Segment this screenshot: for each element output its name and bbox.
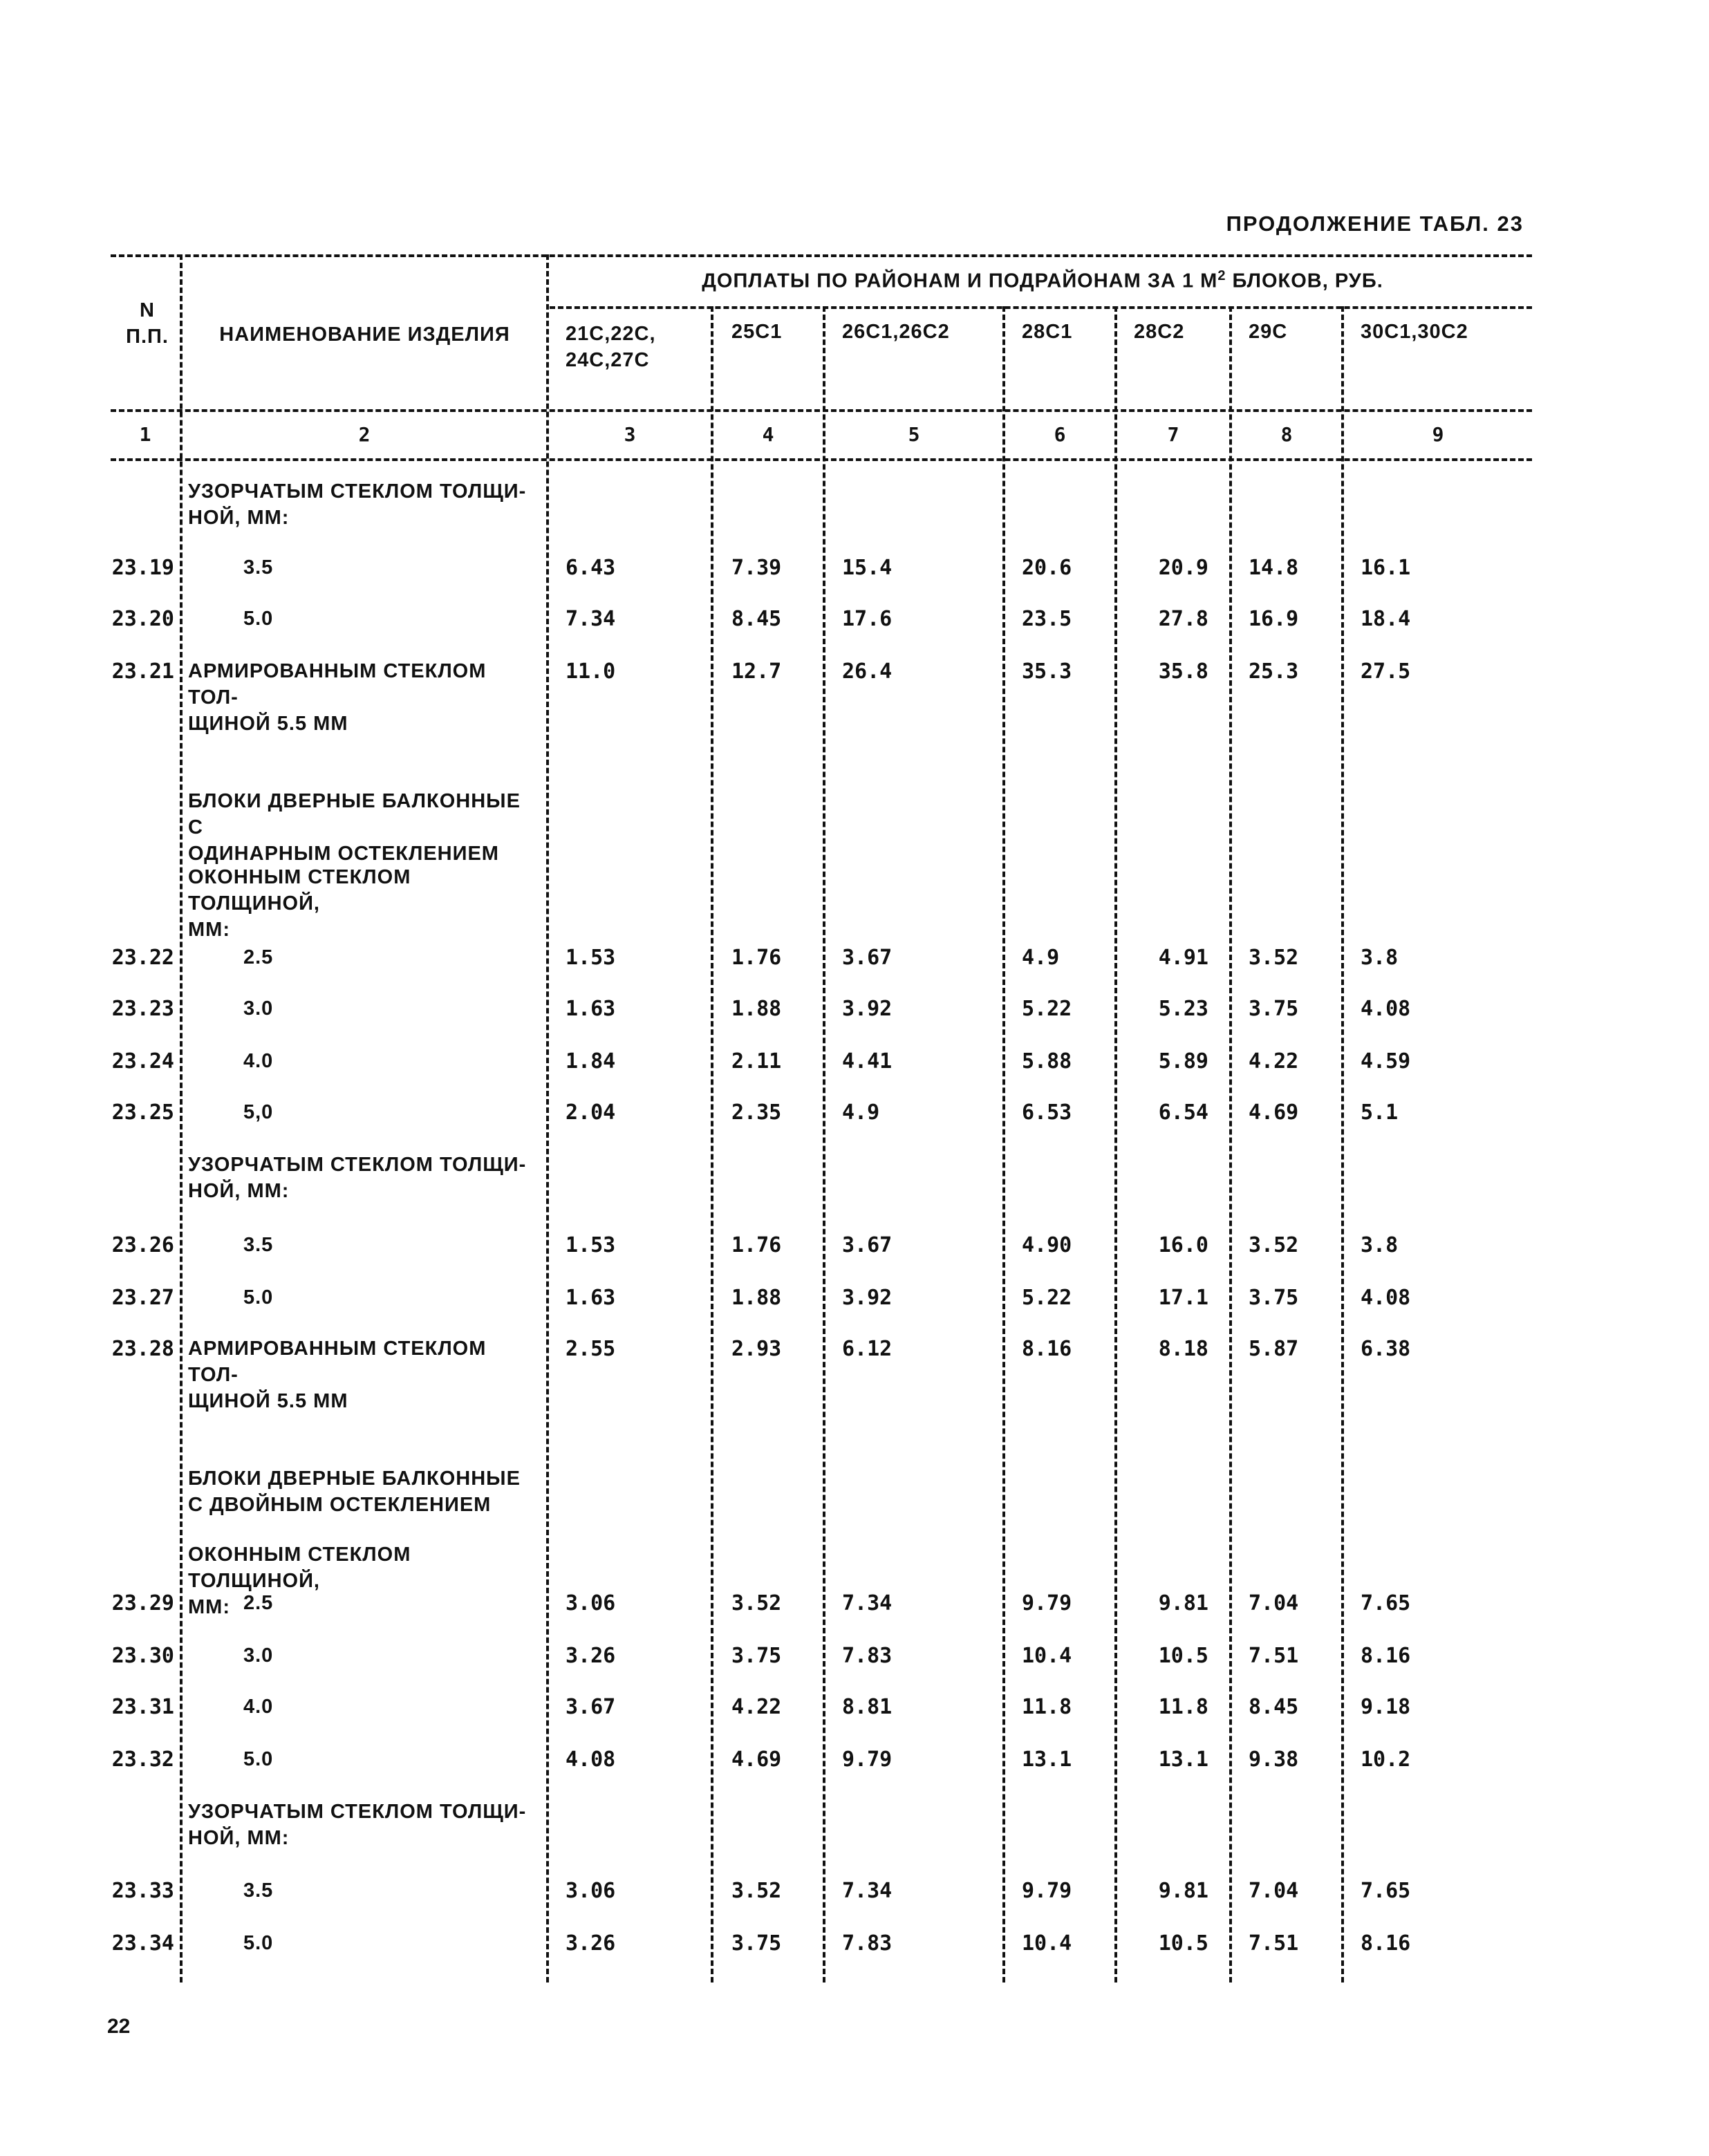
table-cell: 3.52 [731,1879,782,1903]
table-cell: 20.9 [1158,556,1208,580]
table-cell: 3.75 [731,1644,782,1668]
row-number: 23.33 [111,1879,174,1903]
table-cell: 5.23 [1158,997,1208,1021]
table-cell: 4.91 [1158,946,1208,970]
colnum-6: 6 [1054,423,1066,446]
header-group-sup: 2 [1217,268,1226,283]
row-number: 23.34 [111,1931,174,1956]
table-cell: 4.59 [1361,1049,1411,1074]
table-cell: 5.1 [1361,1100,1399,1125]
table-cell: 35.8 [1158,659,1208,684]
header-col-3: 21С,22С, 24С,27С [566,323,656,371]
row-number: 23.27 [111,1286,174,1310]
table-cell: 1.76 [731,946,782,970]
table-cell: 11.8 [1022,1695,1072,1719]
table-cell: 7.34 [566,607,616,631]
table-cell: 4.08 [566,1747,616,1772]
row-name: АРМИРОВАННЫМ СТЕКЛОМ ТОЛ- ЩИНОЙ 5.5 ММ [188,660,487,735]
section-heading: УЗОРЧАТЫМ СТЕКЛОМ ТОЛЩИ- НОЙ, ММ: [188,480,527,529]
table-cell: 7.83 [842,1931,893,1956]
table-cell: 35.3 [1022,659,1072,684]
rule-top [111,254,1532,257]
row-name: 5.0 [243,1932,274,1954]
table-cell: 3.52 [1249,1233,1299,1257]
table-cell: 1.76 [731,1233,782,1257]
table-cell: 1.84 [566,1049,616,1074]
table-cell: 7.04 [1249,1591,1299,1615]
table-cell: 5.22 [1022,997,1072,1021]
table-cell: 4.9 [1022,946,1060,970]
table-cell: 3.67 [842,946,893,970]
table-cell: 3.67 [566,1695,616,1719]
table-cell: 6.38 [1361,1337,1411,1361]
row-name: 3.0 [243,1644,274,1667]
table-cell: 7.83 [842,1644,893,1668]
header-col-8: 29С [1249,321,1288,343]
section-heading: БЛОКИ ДВЕРНЫЕ БАЛКОННЫЕ С ОДИНАРНЫМ ОСТЕКЛЕНИЕМ [188,790,521,865]
rule-group [550,306,1532,309]
table-cell: 8.18 [1158,1337,1208,1361]
page-number: 22 [107,2015,131,2038]
row-number: 23.26 [111,1233,174,1257]
table-cell: 2.11 [731,1049,782,1074]
table-cell: 7.34 [842,1591,893,1615]
row-number: 23.32 [111,1747,174,1772]
table-cell: 11.8 [1158,1695,1208,1719]
table-cell: 3.06 [566,1591,616,1615]
table-cell: 27.5 [1361,659,1411,684]
table-cell: 2.55 [566,1337,616,1361]
table-cell: 2.35 [731,1100,782,1125]
table-cell: 7.65 [1361,1879,1411,1903]
header-num: N П.П. [126,299,169,348]
table-cell: 6.12 [842,1337,893,1361]
section-heading: ОКОННЫМ СТЕКЛОМ ТОЛЩИНОЙ, ММ: [188,1544,411,1618]
table-cell: 10.4 [1022,1931,1072,1956]
rule-col-5 [1002,306,1005,1982]
table-cell: 4.90 [1022,1233,1072,1257]
table-cell: 1.53 [566,1233,616,1257]
table-cell: 3.75 [1249,1286,1299,1310]
header-col-4: 25С1 [731,321,783,343]
table-cell: 9.81 [1158,1879,1208,1903]
table-cell: 10.4 [1022,1644,1072,1668]
table-cell: 4.08 [1361,1286,1411,1310]
table-cell: 25.3 [1249,659,1299,684]
table-cell: 1.63 [566,1286,616,1310]
table-cell: 4.22 [731,1695,782,1719]
colnum-5: 5 [908,423,920,446]
table-cell: 9.79 [842,1747,893,1772]
row-number: 23.20 [111,607,174,631]
header-col-5: 26С1,26С2 [842,321,950,343]
row-number: 23.30 [111,1644,174,1668]
table-cell: 3.75 [1249,997,1299,1021]
table-cell: 9.38 [1249,1747,1299,1772]
table-cell: 1.53 [566,946,616,970]
rule-col-7 [1229,306,1232,1982]
row-name: 2.5 [243,1592,274,1614]
row-name: 4.0 [243,1050,274,1072]
row-number: 23.31 [111,1695,174,1719]
row-number: 23.24 [111,1049,174,1074]
table-cell: 17.1 [1158,1286,1208,1310]
table-cell: 3.06 [566,1879,616,1903]
table-cell: 3.75 [731,1931,782,1956]
table-cell: 8.16 [1022,1337,1072,1361]
table-cell: 5.87 [1249,1337,1299,1361]
table-cell: 4.41 [842,1049,893,1074]
table-cell: 4.9 [842,1100,880,1125]
table-cell: 3.92 [842,1286,893,1310]
row-number: 23.19 [111,556,174,580]
table-cell: 6.53 [1022,1100,1072,1125]
section-heading: ОКОННЫМ СТЕКЛОМ ТОЛЩИНОЙ, ММ: [188,866,411,941]
table-cell: 15.4 [842,556,893,580]
table-cell: 16.0 [1158,1233,1208,1257]
table-cell: 14.8 [1249,556,1299,580]
table-cell: 16.9 [1249,607,1299,631]
table-cell: 17.6 [842,607,893,631]
section-heading: БЛОКИ ДВЕРНЫЕ БАЛКОННЫЕ С ДВОЙНЫМ ОСТЕКЛЕНИЕМ [188,1468,521,1516]
table-cell: 3.52 [731,1591,782,1615]
table-cell: 3.26 [566,1931,616,1956]
row-name: 3.5 [243,1880,274,1902]
rule-col-1 [180,254,183,1982]
row-number: 23.29 [111,1591,174,1615]
table-cell: 8.81 [842,1695,893,1719]
row-number: 23.28 [111,1337,174,1361]
table-cell: 7.65 [1361,1591,1411,1615]
table-cell: 4.69 [1249,1100,1299,1125]
row-name: АРМИРОВАННЫМ СТЕКЛОМ ТОЛ- ЩИНОЙ 5.5 ММ [188,1338,487,1412]
row-name: 2.5 [243,946,274,968]
row-name: 4.0 [243,1696,274,1718]
colnum-1: 1 [139,423,151,446]
colnum-8: 8 [1280,423,1293,446]
header-name: НАИМЕНОВАНИЕ ИЗДЕЛИЯ [219,324,510,346]
table-cell: 2.93 [731,1337,782,1361]
table-cell: 7.04 [1249,1879,1299,1903]
table-cell: 3.8 [1361,946,1399,970]
table-cell: 13.1 [1158,1747,1208,1772]
colnum-4: 4 [762,423,774,446]
table-cell: 8.16 [1361,1931,1411,1956]
table-cell: 5.22 [1022,1286,1072,1310]
table-cell: 7.51 [1249,1931,1299,1956]
table-cell: 8.45 [731,607,782,631]
rule-colnum-bottom [111,458,1532,461]
header-col-6: 28С1 [1022,321,1073,343]
table-cell: 1.88 [731,1286,782,1310]
table-cell: 10.5 [1158,1644,1208,1668]
table-cell: 23.5 [1022,607,1072,631]
table-cell: 3.52 [1249,946,1299,970]
table-cell: 10.2 [1361,1747,1411,1772]
colnum-2: 2 [358,423,371,446]
table-cell: 9.79 [1022,1591,1072,1615]
row-name: 3.0 [243,997,274,1020]
rule-col-3 [711,306,713,1982]
header-col-9: 30С1,30С2 [1361,321,1468,343]
header-group-pre: ДОПЛАТЫ ПО РАЙОНАМ И ПОДРАЙОНАМ ЗА 1 М [702,270,1218,292]
table-cell: 6.54 [1158,1100,1208,1125]
table-caption: ПРОДОЛЖЕНИЕ ТАБЛ. 23 [1226,212,1524,236]
table-cell: 10.5 [1158,1931,1208,1956]
table-cell: 7.51 [1249,1644,1299,1668]
header-col-7: 28С2 [1134,321,1185,343]
rule-col-6 [1114,306,1117,1982]
table-cell: 4.22 [1249,1049,1299,1074]
table-cell: 18.4 [1361,607,1411,631]
table-cell: 3.26 [566,1644,616,1668]
table-cell: 3.92 [842,997,893,1021]
row-number: 23.23 [111,997,174,1021]
row-number: 23.25 [111,1100,174,1125]
table-cell: 4.69 [731,1747,782,1772]
table-cell: 1.63 [566,997,616,1021]
table-cell: 7.39 [731,556,782,580]
table-cell: 5.89 [1158,1049,1208,1074]
table-cell: 7.34 [842,1879,893,1903]
row-name: 3.5 [243,556,274,579]
row-name: 5.0 [243,1286,274,1309]
colnum-3: 3 [624,423,636,446]
colnum-9: 9 [1432,423,1444,446]
table-cell: 12.7 [731,659,782,684]
row-name: 3.5 [243,1234,274,1256]
table-cell: 5.88 [1022,1049,1072,1074]
table-cell: 27.8 [1158,607,1208,631]
section-heading: УЗОРЧАТЫМ СТЕКЛОМ ТОЛЩИ- НОЙ, ММ: [188,1801,527,1849]
table-cell: 20.6 [1022,556,1072,580]
table-cell: 13.1 [1022,1747,1072,1772]
table-cell: 11.0 [566,659,616,684]
table-cell: 3.8 [1361,1233,1399,1257]
table-cell: 26.4 [842,659,893,684]
table-cell: 3.67 [842,1233,893,1257]
rule-col-4 [823,306,825,1982]
table-cell: 1.88 [731,997,782,1021]
row-number: 23.21 [111,659,174,684]
table-cell: 9.79 [1022,1879,1072,1903]
table-cell: 9.81 [1158,1591,1208,1615]
header-group [553,268,1532,293]
table-cell: 16.1 [1361,556,1411,580]
table-cell: 4.08 [1361,997,1411,1021]
section-heading: УЗОРЧАТЫМ СТЕКЛОМ ТОЛЩИ- НОЙ, ММ: [188,1154,527,1202]
table-cell: 8.45 [1249,1695,1299,1719]
row-name: 5.0 [243,1748,274,1770]
row-name: 5.0 [243,608,274,630]
table-cell: 9.18 [1361,1695,1411,1719]
row-name: 5,0 [243,1101,274,1123]
table-cell: 6.43 [566,556,616,580]
colnum-7: 7 [1167,423,1179,446]
table-cell: 8.16 [1361,1644,1411,1668]
rule-col-8 [1341,306,1344,1982]
table-cell: 2.04 [566,1100,616,1125]
rule-header-bottom [111,409,1532,412]
header-group-post: БЛОКОВ, РУБ. [1226,270,1383,292]
row-number: 23.22 [111,946,174,970]
